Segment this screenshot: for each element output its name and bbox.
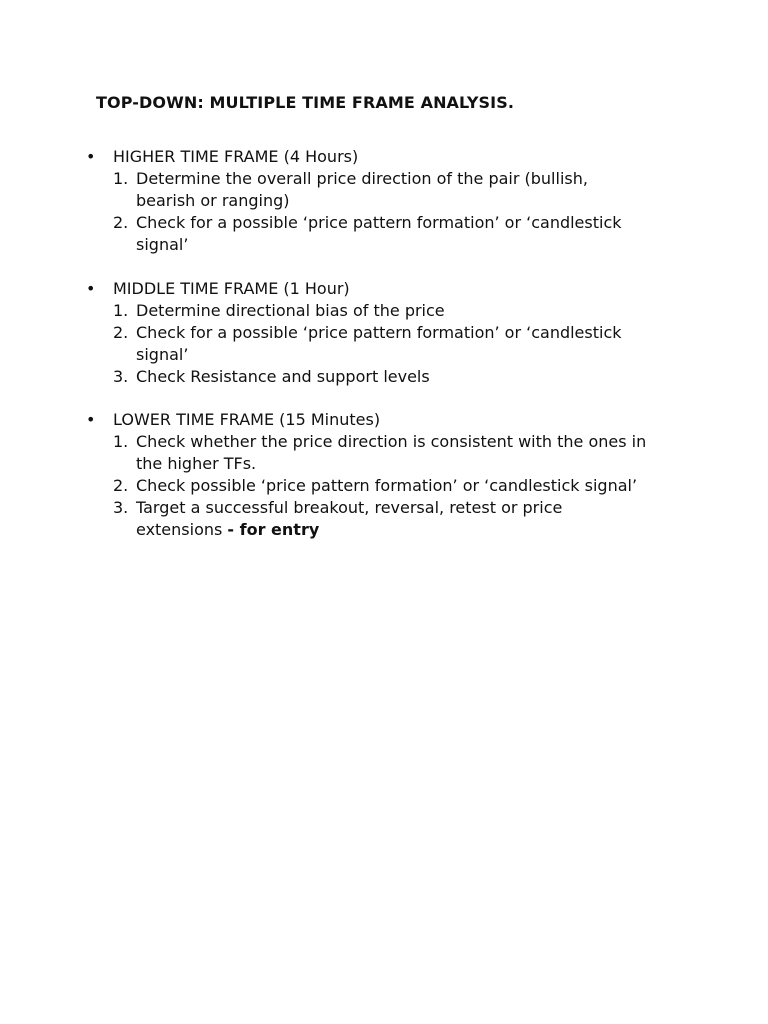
section-lower-time-frame (0, 409, 768, 541)
section-heading-line (0, 278, 768, 300)
item-text (136, 497, 696, 541)
item-number: 2. (113, 213, 129, 232)
item-text: Check for a possible ‘price pattern formation’ or ‘candlestick signal’ (136, 213, 622, 254)
item-number: 1. (113, 432, 129, 451)
section-heading-line (0, 409, 768, 431)
bullet-icon: • (86, 410, 96, 429)
item-text: Check possible ‘price pattern formation’ or ‘candlestick signal’ (136, 476, 638, 495)
item-number: 2. (113, 323, 129, 342)
item-text-bold: - for entry (227, 520, 320, 539)
item-text: Check Resistance and support levels (136, 367, 430, 386)
section-heading-line (0, 146, 768, 168)
section-middle-time-frame (0, 278, 768, 388)
item-number: 2. (113, 476, 129, 495)
list-item (0, 212, 768, 256)
item-number: 3. (113, 367, 129, 386)
item-number: 3. (113, 498, 129, 517)
bullet-icon: • (86, 279, 96, 298)
item-number: 1. (113, 301, 129, 320)
list-item (0, 431, 768, 475)
item-text: Determine directional bias of the price (136, 301, 445, 320)
item-text-regular: Target a successful breakout, reversal, retest or price extensions (136, 498, 563, 539)
list-item (0, 497, 768, 541)
bullet-icon: • (86, 147, 96, 166)
item-text: Check whether the price direction is consistent with the ones in the higher TFs. (136, 432, 647, 473)
item-text: Check for a possible ‘price pattern formation’ or ‘candlestick signal’ (136, 323, 622, 364)
list-item (0, 300, 768, 322)
section-heading: HIGHER TIME FRAME (4 Hours) (113, 147, 359, 166)
section-heading: LOWER TIME FRAME (15 Minutes) (113, 410, 381, 429)
list-item (0, 366, 768, 388)
item-number: 1. (113, 169, 129, 188)
item-text: Determine the overall price direction of the pair (bullish, bearish or ranging) (136, 169, 588, 210)
document-title: TOP-DOWN: MULTIPLE TIME FRAME ANALYSIS. (96, 93, 515, 112)
section-higher-time-frame (0, 146, 768, 256)
section-heading: MIDDLE TIME FRAME (1 Hour) (113, 279, 350, 298)
list-item (0, 475, 768, 497)
list-item (0, 322, 768, 366)
list-item (0, 168, 768, 212)
